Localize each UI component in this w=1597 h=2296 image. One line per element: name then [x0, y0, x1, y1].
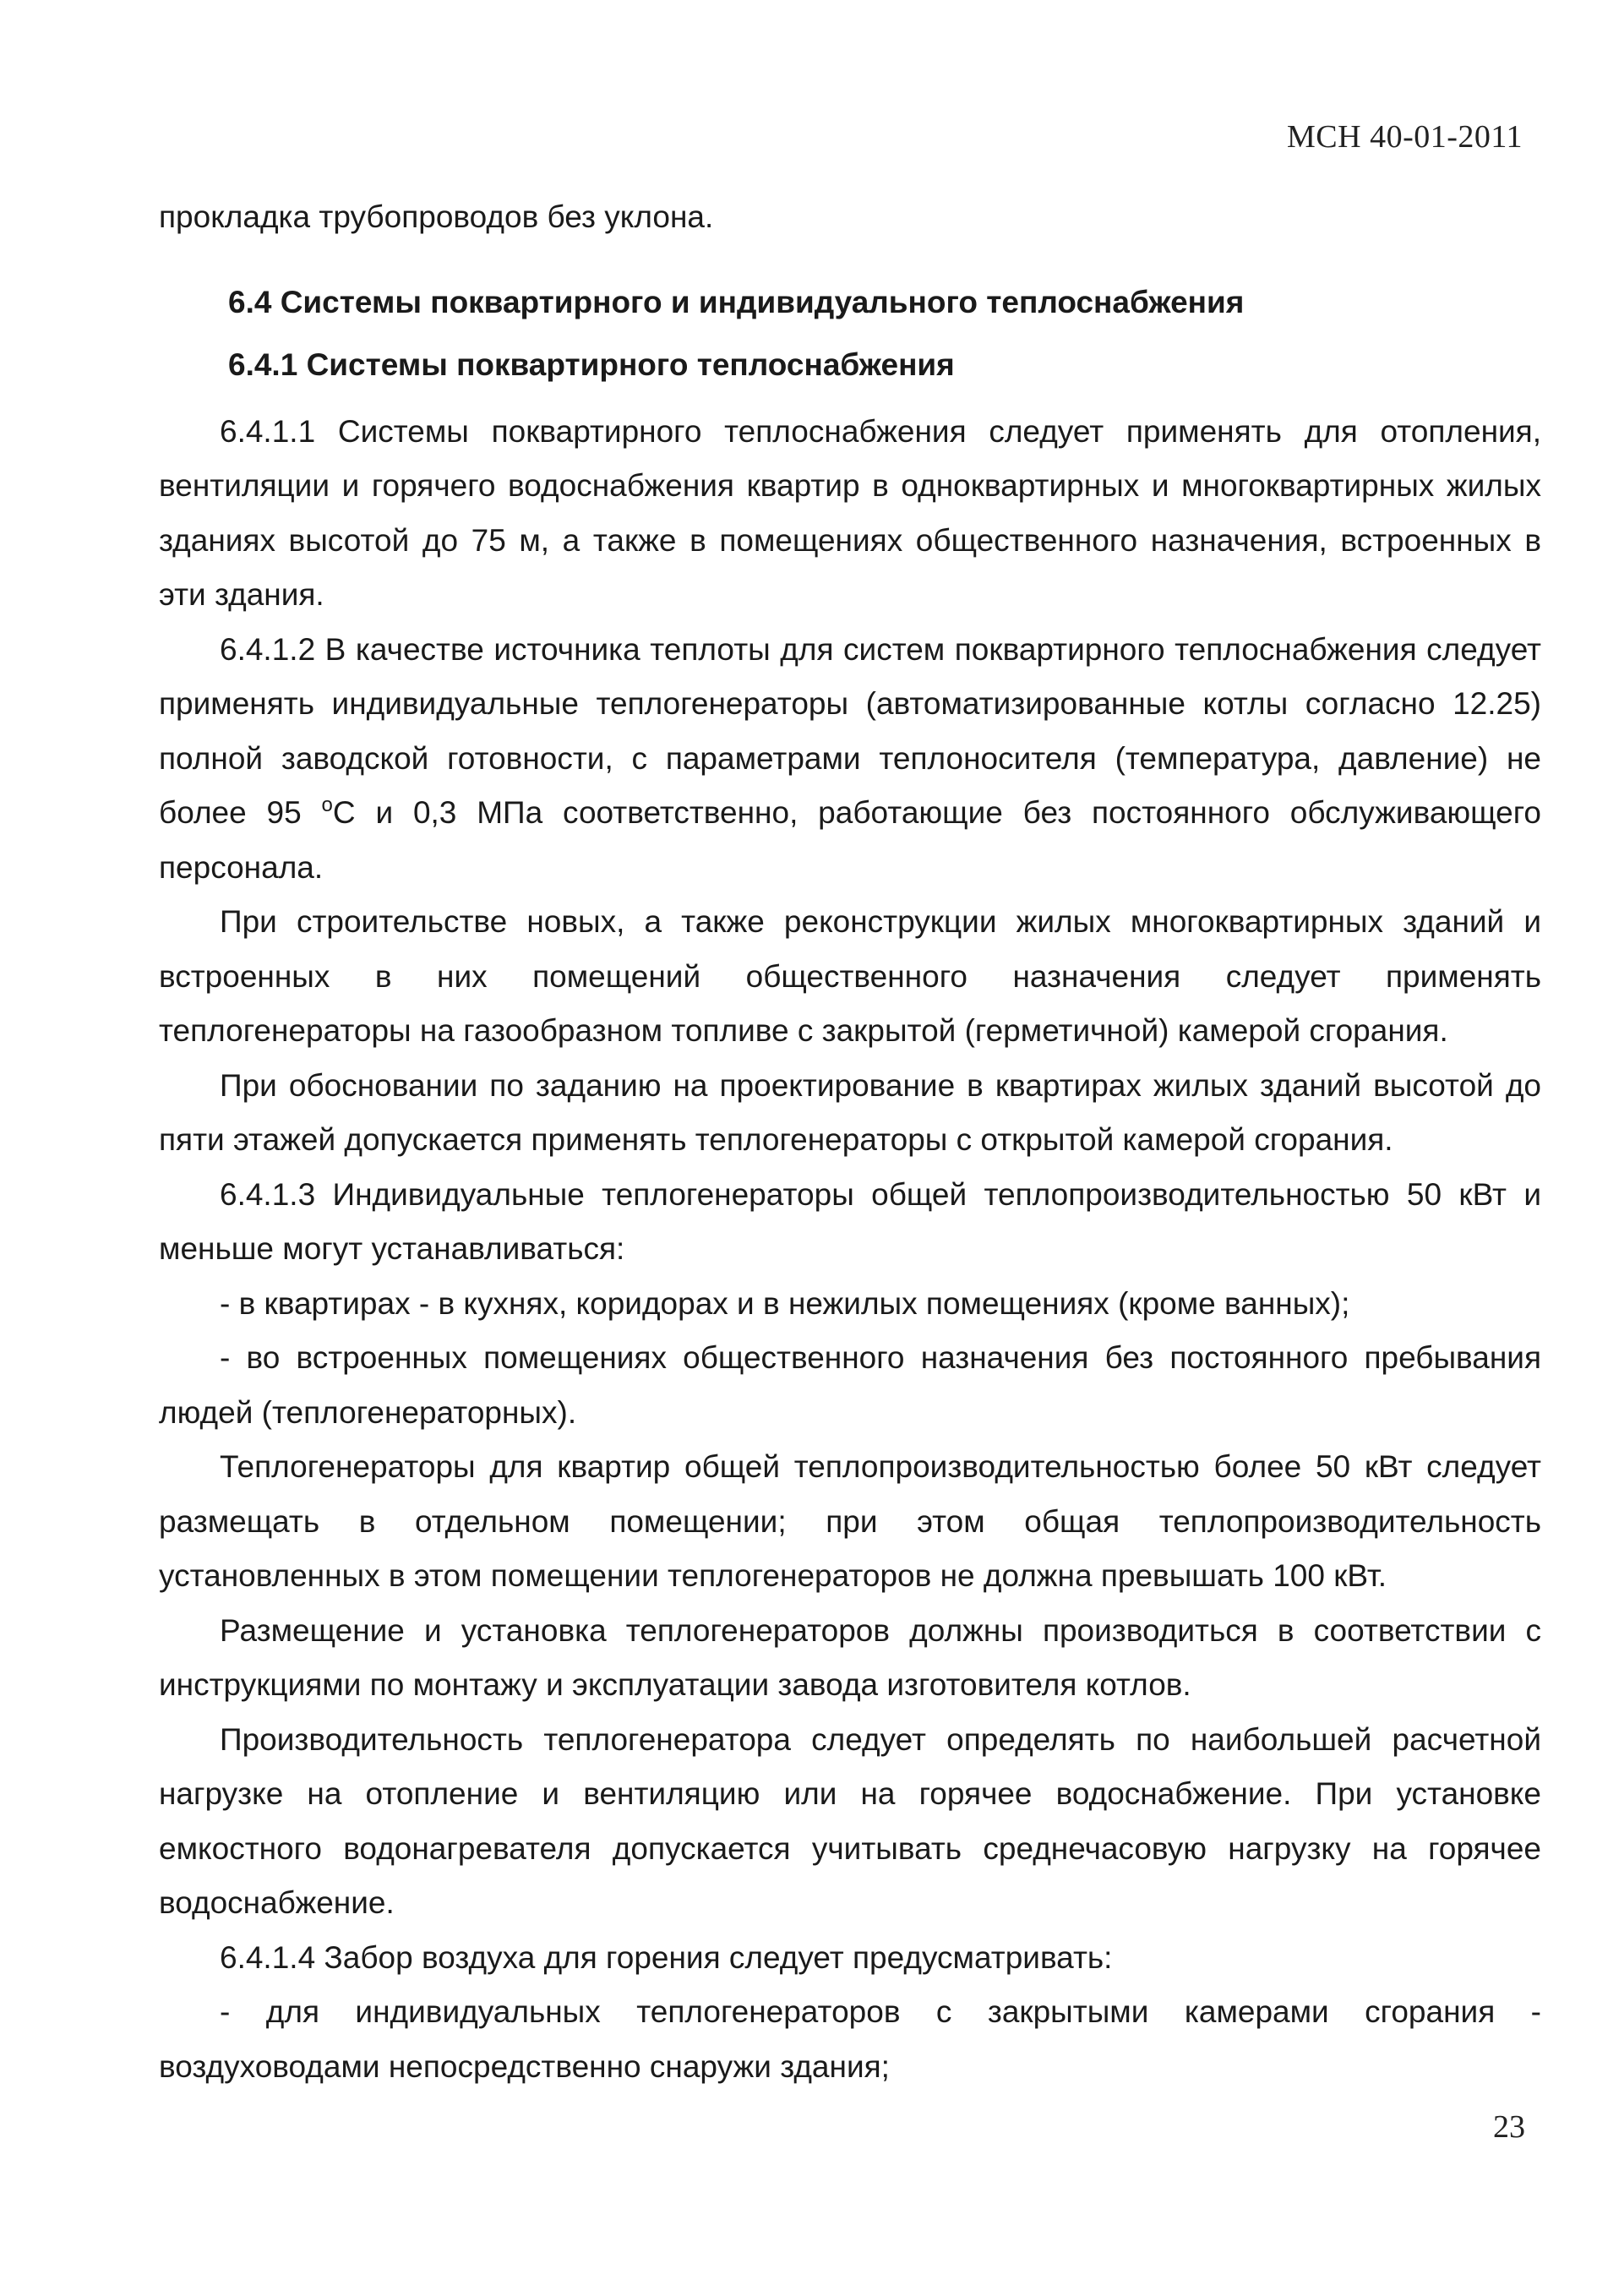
paragraph-new-construction: При строительстве новых, а также реконструкции жилых многоквартирных зданий и встроенных в них помещений общественного назначения следует применять теплогенераторы на газообразном топливе с закрытой (герметичной) камерой сгорания.	[159, 904, 1541, 1048]
paragraph-continuation: прокладка трубопроводов без уклона.	[159, 199, 714, 234]
paragraph-6-4-1-2	[159, 623, 1541, 896]
paragraph-6-4-1-3: 6.4.1.3 Индивидуальные теплогенераторы общей теплопроизводительностью 50 кВт и меньше могут устанавливаться:	[159, 1176, 1541, 1266]
paragraph-6-4-1-1: 6.4.1.1 Системы поквартирного теплоснабжения следует применять для отопления, вентиляции и горячего водоснабжения квартир в одноквартирных и многоквартирных жилых зданиях высотой до 75 м, а также в помещениях общественного назначения, встроенных в эти здания.	[159, 413, 1541, 612]
list-item-apartments: - в квартирах - в кухнях, коридорах и в нежилых помещениях (кроме ванных);	[220, 1285, 1350, 1321]
paragraph-heat-generators-over-50kw: Теплогенераторы для квартир общей теплопроизводительностью более 50 кВт следует размещать в отдельном помещении; при этом общая теплопроизводительность установленных в этом помещении теплогенераторов не должна превышать 100 кВт.	[159, 1449, 1541, 1593]
paragraph-6-4-1-4: 6.4.1.4 Забор воздуха для горения следует предусматривать:	[220, 1939, 1113, 1975]
list-item-built-in-premises: - во встроенных помещениях общественного назначения без постоянного пребывания людей (теплогенераторных).	[159, 1340, 1541, 1430]
degree-sign: о	[321, 794, 333, 816]
paragraph-capacity: Производительность теплогенератора следует определять по наибольшей расчетной нагрузке на отопление и вентиляцию или на горячее водоснабжение. При установке емкостного водонагревателя допускается учитывать среднечасовую нагрузку на горячее водоснабжение.	[159, 1721, 1541, 1920]
list-item-closed-combustion: - для индивидуальных теплогенераторов с закрытыми камерами сгорания - воздуховодами непосредственно снаружи здания;	[159, 1994, 1541, 2084]
document-code: МСН 40-01-2011	[1287, 119, 1523, 155]
paragraph-6-4-1-2-part-a: 6.4.1.2 В качестве источника теплоты для систем поквартирного теплоснабжения следует применять индивидуальные теплогенераторы (автоматизированные котлы согласно 12.25) полной заводской готовности, с параметрами теплоносителя (температура, давление) не более 95	[159, 631, 1541, 830]
paragraph-justification: При обосновании по заданию на проектирование в квартирах жилых зданий высотой до пяти этажей допускается применять теплогенераторы с открытой камерой сгорания.	[159, 1067, 1541, 1157]
section-heading-6-4: 6.4 Системы поквартирного и индивидуального теплоснабжения	[228, 284, 1245, 319]
section-heading-6-4-1: 6.4.1 Системы поквартирного теплоснабжения	[228, 347, 955, 382]
paragraph-placement-installation: Размещение и установка теплогенераторов должны производиться в соответствии с инструкциями по монтажу и эксплуатации завода изготовителя котлов.	[159, 1612, 1541, 1702]
paragraph-6-4-1-2-part-b: С и 0,3 МПа соответственно, работающие без постоянного обслуживающего персонала.	[159, 795, 1542, 885]
page-number: 23	[1493, 2109, 1525, 2145]
document-body	[159, 190, 1541, 2094]
